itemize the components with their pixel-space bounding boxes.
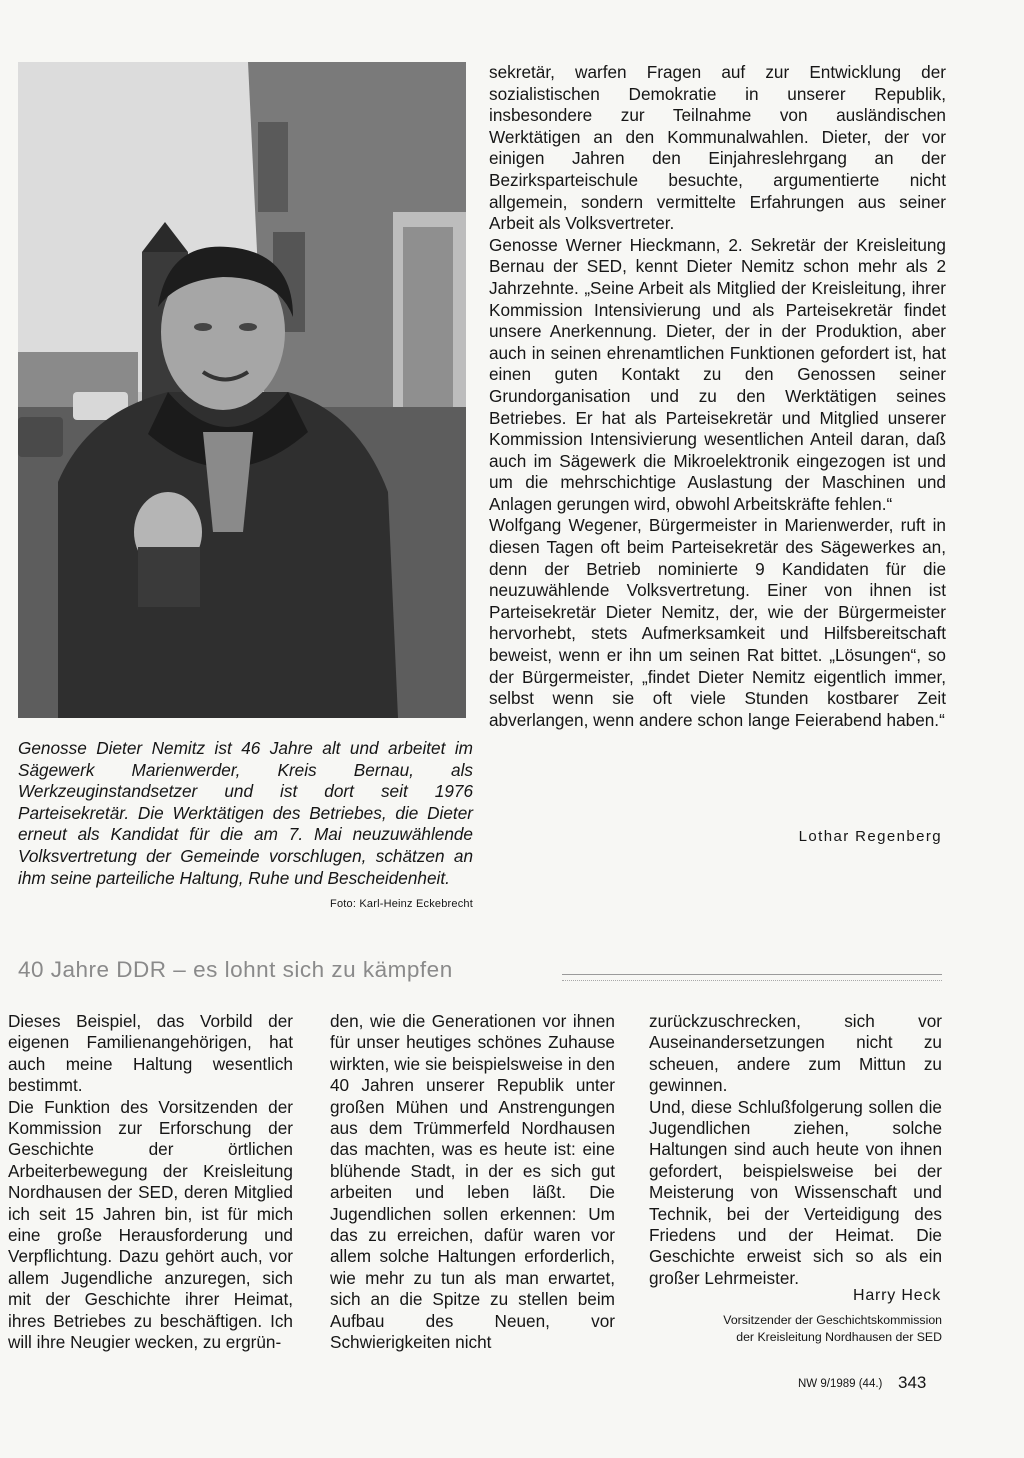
article1-column [489,62,946,731]
photo-caption [18,738,473,916]
section-title: 40 Jahre DDR – es lohnt sich zu kämpfen [18,957,453,982]
issue-reference: NW 9/1989 (44.) [798,1378,883,1390]
article1-author: Lothar Regenberg [798,828,942,845]
article2-author-role [640,1312,942,1346]
article2-paragraph: Die Funktion des Vorsitzenden der Kommission zur Erforschung der Geschichte der örtlichen Arbeiterbewegung der Kreisleitung Nordhausen der SED, deren Mitglied ich seit 15 Jahren bin, ist für mich eine große Herausforderung und Verpflichtung. Dazu gehört auch, vor allem Jugendliche anzuregen, sich mit der Geschichte ihrer Heimat, ihres Betriebes zu beschäftigen. Ich will ihre Neugier wecken, zu ergrün- [8,1096,293,1353]
article1-paragraph: sekretär, warfen Fragen auf zur Entwicklung der sozialistischen Demokratie in unserer Republik, insbesondere zur Teilnahme von ausländischen Werktätigen an den Kommunalwahlen. Dieter, der vor einigen Jahren den Einjahreslehrgang an der Bezirksparteischule besuchte, argumentierte nicht allgemein, sondern vermittelte Erfahrungen aus seiner Arbeit als Volksvertreter. [489,62,946,234]
page-number: 343 [898,1373,927,1392]
photo-credit: Foto: Karl-Heinz Eckebrecht [330,898,473,911]
photo-scene [18,62,466,718]
article2-paragraph: Dieses Beispiel, das Vorbild der eigenen Familienangehörigen, hat auch meine Haltung wesentlich bestimmt. [8,1011,293,1096]
article2-column-1 [8,1011,293,1354]
article2-paragraph: zurückzuschrecken, sich vor Auseinandersetzungen nicht zu scheuen, andere zum Mittun zu gewinnen. [649,1011,942,1096]
caption-text: Genosse Dieter Nemitz ist 46 Jahre alt und arbeitet im Sägewerk Marienwerder, Kreis Bernau, als Werkzeuginstandsetzer und ist dort seit 1976 Parteisekretär. Die Werktätigen des Betriebes, die Dieter erneut als Kandidat für die am 7. Mai neuzuwählende Volksvertretung der Gemeinde vorschlugen, schätzen an ihm seine parteiliche Haltung, Ruhe und Bescheidenheit. [18,738,473,888]
article2-author: Harry Heck [852,1287,941,1304]
author-role-line: der Kreisleitung Nordhausen der SED [736,1330,942,1344]
article1-paragraph: Wolfgang Wegener, Bürgermeister in Marienwerder, ruft in diesen Tagen oft beim Parteisekretär des Sägewerkes an, denn der Betrieb nominierte 9 Kandidaten für die neuzuwählende Volksvertretung. Einer von ihnen ist Parteisekretär Dieter Nemitz, der, wie der Bürgermeister hervorhebt, stets Aufmerksamkeit und Hilfsbereitschaft beweist, wenn er ihn um seinen Rat bittet. „Lösungen“, so der Bürgermeister, „findet Dieter Nemitz eigentlich immer, selbst wenn sie oft viele Stunden kostbarer Zeit abverlangen, wenn andere schon lange Feierabend haben.“ [489,515,946,730]
article2-paragraph: Und, diese Schlußfolgerung sollen die Jugendlichen ziehen, solche Haltungen sind auch heute von ihnen gefordert, beispielsweise bei der Meisterung von Wissenschaft und Technik, bei der Verteidigung des Friedens und der Heimat. Die Geschichte erweist sich so als ein großer Lehrmeister. [649,1096,942,1288]
author-role-line: Vorsitzender der Geschichtskommission [723,1313,942,1327]
article1-paragraph: Genosse Werner Hieckmann, 2. Sekretär der Kreisleitung Bernau der SED, kennt Dieter Nemitz schon mehr als 2 Jahrzehnte. „Seine Arbeit als Mitglied der Kreisleitung, ihrer Kommission Intensivierung und als Parteisekretär findet unsere Anerkennung. Dieter, der in der Produktion, aber auch in seinen ehrenamtlichen Funktionen gefordert ist, hat einen guten Kontakt zu den Genossen seiner Grundorganisation und zu den Werktätigen seines Betriebes. Er hat als Parteisekretär und Mitglied unserer Kommission Intensivierung wesentlichen Anteil daran, daß auch im Sägewerk die Mikroelektronik eingezogen ist und um die mehrschichtige Auslastung der Maschinen und Anlagen gerungen wird, obwohl Arbeitskräfte fehlen.“ [489,234,946,514]
article2-paragraph: den, wie die Generationen vor ihnen für unser heutiges schönes Zuhause wirkten, wie sie beispielsweise in den 40 Jahren unserer Republik unter großen Mühen und Anstrengungen aus dem Trümmerfeld Nordhausen das machten, was es heute ist: eine blühende Stadt, in der es sich gut arbeiten und leben läßt. Die Jugendlichen sollen erkennen: Um das zu erreichen, dafür waren vor allem solche Haltungen erforderlich, wie mehr zu tun als man erwartet, sich an die Spitze zu stellen beim Aufbau des Neuen, vor Schwierigkeiten nicht [330,1011,615,1353]
article2-column-3 [649,1011,942,1289]
section-rule [562,974,942,981]
article2-column-2 [330,1011,615,1354]
portrait-photo [18,62,466,718]
